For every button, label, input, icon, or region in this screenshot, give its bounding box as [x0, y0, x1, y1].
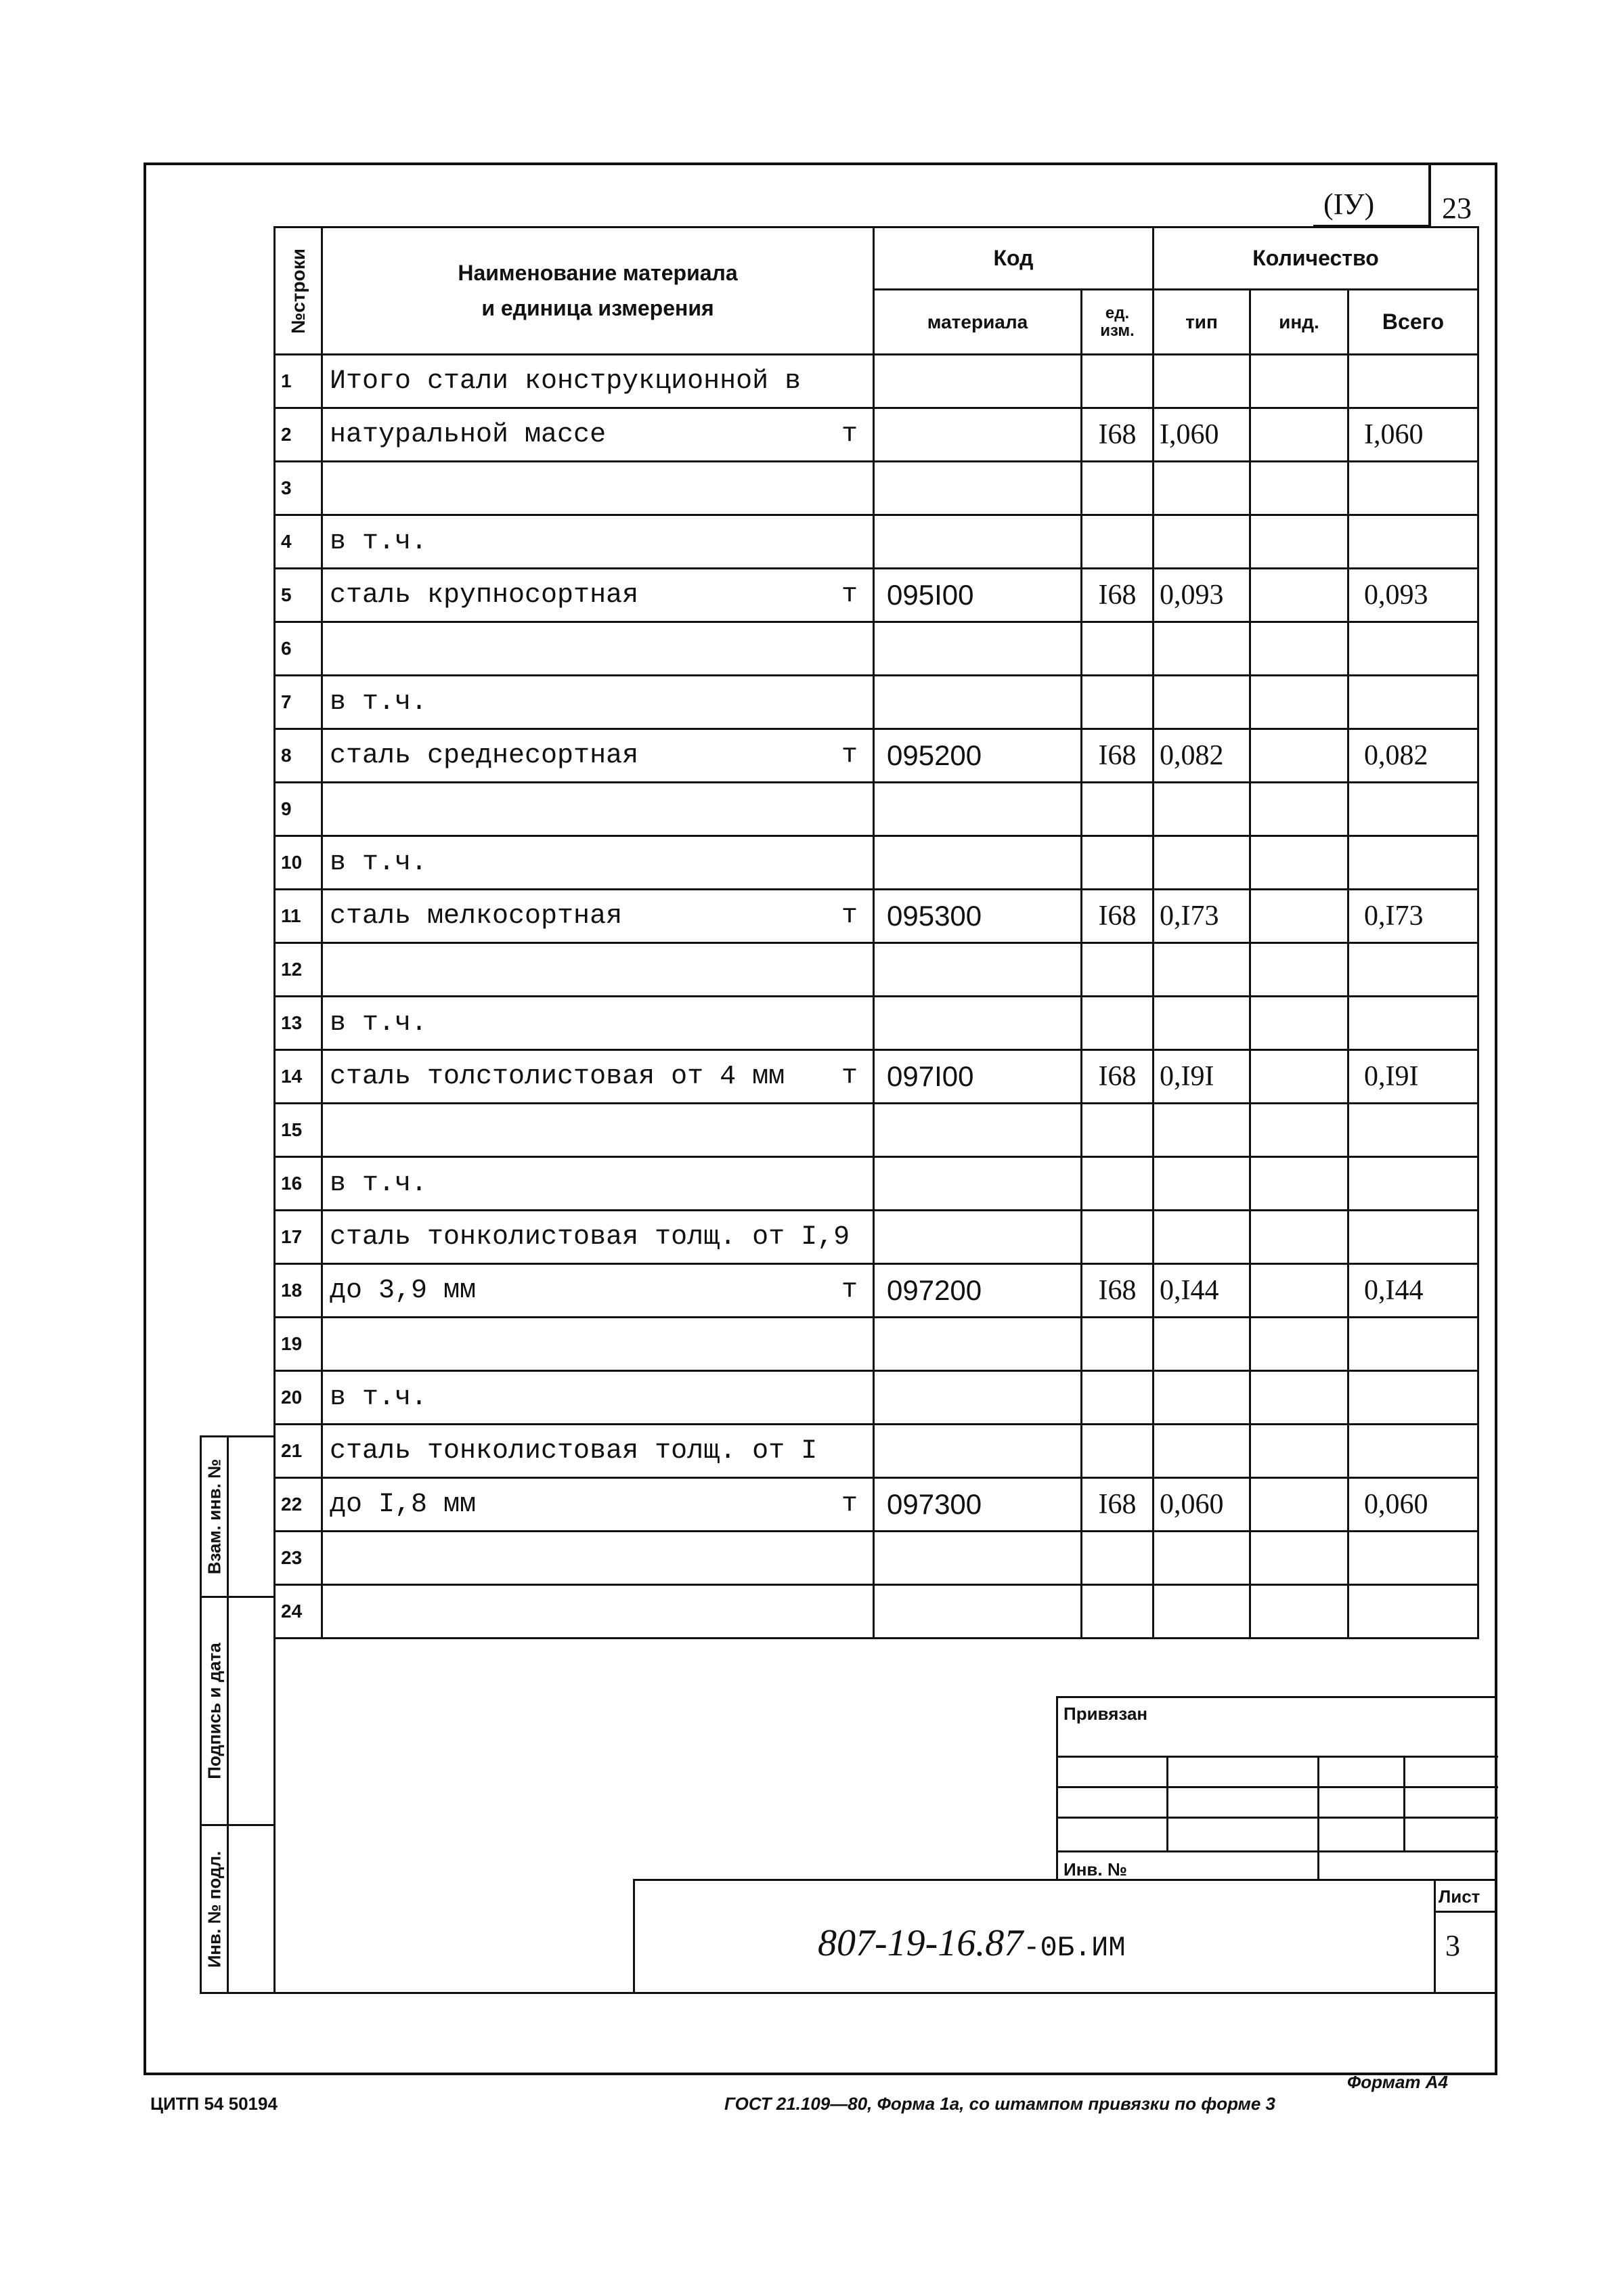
table-row: [275, 1104, 1478, 1157]
header-qty-total: Всего: [1348, 290, 1478, 355]
unit-code-cell: I68: [1082, 1478, 1154, 1532]
header-code: Код: [874, 227, 1154, 290]
qty-total-cell: [1348, 836, 1478, 890]
qty-ind-cell: [1250, 729, 1348, 783]
material-code-cell: [874, 1371, 1082, 1425]
qty-type-cell: 0,060: [1154, 1478, 1250, 1532]
material-name-text: сталь толстолистовая от 4 мм: [330, 1061, 785, 1092]
qty-type-cell: [1154, 997, 1250, 1050]
material-name-text: в т.ч.: [330, 1382, 428, 1413]
title-stamp: [633, 1879, 1496, 1994]
qty-ind-cell: [1250, 1478, 1348, 1532]
material-code-cell: [874, 408, 1082, 462]
document-number-main: 807-19-16.87: [818, 1922, 1024, 1964]
table-row: [275, 997, 1478, 1050]
strip-podpis: [200, 1596, 276, 1826]
material-name-cell: [322, 676, 874, 729]
qty-total-cell: [1348, 1104, 1478, 1157]
header-code-unit: ед. изм.: [1082, 290, 1154, 355]
material-code-cell: [874, 355, 1082, 408]
qty-ind-cell: [1250, 943, 1348, 997]
qty-total-cell: [1348, 515, 1478, 569]
unit-code-cell: I68: [1082, 1264, 1154, 1318]
unit-code-cell: [1082, 1532, 1154, 1585]
material-name-text: сталь мелкосортная: [330, 901, 623, 932]
header-quantity: Количество: [1154, 227, 1478, 290]
material-name-text: сталь крупносортная: [330, 580, 639, 611]
qty-total-cell: [1348, 1425, 1478, 1478]
material-name-text: до I,8 мм: [330, 1489, 477, 1520]
material-name-cell: [322, 1318, 874, 1371]
unit-code-cell: I68: [1082, 729, 1154, 783]
material-name-cell: [322, 1425, 874, 1478]
material-code-cell: 097300: [874, 1478, 1082, 1532]
qty-total-cell: [1348, 462, 1478, 515]
qty-type-cell: I,060: [1154, 408, 1250, 462]
row-number-cell: 6: [275, 622, 322, 676]
qty-type-cell: [1154, 1425, 1250, 1478]
qty-type-cell: 0,093: [1154, 569, 1250, 622]
strip-label-podpis: Подпись и дата: [204, 1643, 224, 1779]
material-name-text: сталь тонколистовая толщ. от I,9: [330, 1221, 850, 1253]
material-name-cell: [322, 1371, 874, 1425]
qty-ind-cell: [1250, 515, 1348, 569]
qty-total-cell: 0,082: [1348, 729, 1478, 783]
section-label: (IУ): [1323, 188, 1375, 221]
qty-ind-cell: [1250, 569, 1348, 622]
sheet-list-cell: [1434, 1881, 1496, 1994]
strip-label-vzam: Взам. инв. №: [204, 1458, 224, 1575]
qty-type-cell: 0,I44: [1154, 1264, 1250, 1318]
row-number-cell: 19: [275, 1318, 322, 1371]
material-code-cell: [874, 836, 1082, 890]
qty-type-cell: [1154, 1532, 1250, 1585]
unit-code-cell: [1082, 1425, 1154, 1478]
qty-total-cell: [1348, 1371, 1478, 1425]
qty-total-cell: 0,I44: [1348, 1264, 1478, 1318]
row-number-cell: 21: [275, 1425, 322, 1478]
qty-total-cell: [1348, 943, 1478, 997]
table-row: [275, 1532, 1478, 1585]
material-unit-text: т: [841, 901, 858, 932]
row-number-cell: 24: [275, 1585, 322, 1639]
unit-code-cell: [1082, 515, 1154, 569]
material-name-cell: [322, 943, 874, 997]
material-name-cell: [322, 836, 874, 890]
material-name-cell: [322, 1211, 874, 1264]
qty-ind-cell: [1250, 1104, 1348, 1157]
qty-type-cell: [1154, 836, 1250, 890]
material-code-cell: [874, 515, 1082, 569]
qty-total-cell: 0,060: [1348, 1478, 1478, 1532]
table-row: [275, 943, 1478, 997]
material-name-text: до 3,9 мм: [330, 1275, 477, 1306]
qty-ind-cell: [1250, 1157, 1348, 1211]
qty-ind-cell: [1250, 997, 1348, 1050]
row-number-cell: 5: [275, 569, 322, 622]
unit-code-cell: [1082, 1318, 1154, 1371]
material-name-text: в т.ч.: [330, 526, 428, 557]
material-code-cell: [874, 997, 1082, 1050]
material-code-cell: 095200: [874, 729, 1082, 783]
row-number-cell: 8: [275, 729, 322, 783]
qty-total-cell: [1348, 1318, 1478, 1371]
sheet-list-value: 3: [1445, 1929, 1460, 1962]
qty-type-cell: [1154, 355, 1250, 408]
qty-type-cell: [1154, 1371, 1250, 1425]
row-number-cell: 20: [275, 1371, 322, 1425]
row-number-cell: 14: [275, 1050, 322, 1104]
row-number-cell: 12: [275, 943, 322, 997]
material-name-text: в т.ч.: [330, 1007, 428, 1039]
material-name-cell: [322, 462, 874, 515]
qty-ind-cell: [1250, 676, 1348, 729]
material-unit-text: т: [841, 1489, 858, 1520]
material-code-cell: [874, 1157, 1082, 1211]
table-row: [275, 1264, 1478, 1318]
material-name-text: в т.ч.: [330, 1168, 428, 1199]
row-number-cell: 3: [275, 462, 322, 515]
header-qty-type: тип: [1154, 290, 1250, 355]
qty-ind-cell: [1250, 622, 1348, 676]
qty-ind-cell: [1250, 1371, 1348, 1425]
table-row: [275, 1211, 1478, 1264]
qty-total-cell: [1348, 783, 1478, 836]
strip-vzam: [200, 1435, 276, 1598]
material-name-cell: [322, 729, 874, 783]
qty-type-cell: [1154, 1211, 1250, 1264]
material-name-cell: [322, 515, 874, 569]
material-name-text: сталь среднесортная: [330, 740, 639, 771]
format-label: Формат А4: [1347, 2072, 1448, 2092]
material-name-text: сталь тонколистовая толщ. от I: [330, 1435, 818, 1467]
unit-code-cell: [1082, 783, 1154, 836]
row-number-cell: 13: [275, 997, 322, 1050]
material-code-cell: [874, 1318, 1082, 1371]
material-unit-text: т: [841, 1275, 858, 1306]
unit-code-cell: [1082, 1104, 1154, 1157]
table-row: [275, 622, 1478, 676]
materials-table: [273, 226, 1479, 1639]
binding-inv-label: Инв. №: [1063, 1859, 1127, 1880]
header-code-material: материала: [874, 290, 1082, 355]
table-row: [275, 729, 1478, 783]
row-number-cell: 17: [275, 1211, 322, 1264]
material-code-cell: [874, 622, 1082, 676]
document-number-suffix: -0Б.ИМ: [1023, 1932, 1126, 1964]
table-row: [275, 1050, 1478, 1104]
qty-ind-cell: [1250, 783, 1348, 836]
qty-type-cell: [1154, 943, 1250, 997]
qty-total-cell: [1348, 1211, 1478, 1264]
table-row: [275, 783, 1478, 836]
material-code-cell: [874, 943, 1082, 997]
row-number-cell: 7: [275, 676, 322, 729]
material-unit-text: т: [841, 580, 858, 611]
unit-code-cell: I68: [1082, 408, 1154, 462]
qty-type-cell: [1154, 622, 1250, 676]
sheet-list-label: Лист: [1439, 1886, 1480, 1907]
table-row: [275, 1157, 1478, 1211]
table-row: [275, 355, 1478, 408]
material-code-cell: 095I00: [874, 569, 1082, 622]
strip-inv-podl: [200, 1824, 276, 1994]
qty-type-cell: [1154, 462, 1250, 515]
qty-total-cell: 0,I73: [1348, 890, 1478, 943]
unit-code-cell: [1082, 997, 1154, 1050]
unit-code-cell: I68: [1082, 1050, 1154, 1104]
material-name-text: в т.ч.: [330, 687, 428, 718]
row-number-cell: 9: [275, 783, 322, 836]
qty-type-cell: [1154, 676, 1250, 729]
left-approval-strip: [200, 1435, 276, 1994]
qty-total-cell: [1348, 1532, 1478, 1585]
unit-code-cell: [1082, 355, 1154, 408]
material-name-cell: [322, 1264, 874, 1318]
sheet-number: 23: [1442, 192, 1472, 225]
material-name-cell: [322, 355, 874, 408]
document-number: [818, 1922, 1126, 1965]
material-name-cell: [322, 622, 874, 676]
qty-ind-cell: [1250, 462, 1348, 515]
unit-code-cell: [1082, 462, 1154, 515]
qty-ind-cell: [1250, 1211, 1348, 1264]
table-row: [275, 1371, 1478, 1425]
qty-total-cell: [1348, 622, 1478, 676]
row-number-cell: 18: [275, 1264, 322, 1318]
material-name-text: в т.ч.: [330, 847, 428, 878]
qty-total-cell: [1348, 355, 1478, 408]
unit-code-cell: [1082, 943, 1154, 997]
material-code-cell: [874, 783, 1082, 836]
material-unit-text: т: [841, 419, 858, 450]
row-number-cell: 16: [275, 1157, 322, 1211]
material-code-cell: [874, 1532, 1082, 1585]
strip-label-inv-podl: Инв. № подл.: [204, 1850, 224, 1968]
table-row: [275, 408, 1478, 462]
header-row-number: №строки: [275, 227, 322, 355]
material-code-cell: [874, 676, 1082, 729]
qty-ind-cell: [1250, 890, 1348, 943]
material-name-cell: [322, 569, 874, 622]
unit-code-cell: [1082, 1157, 1154, 1211]
unit-code-cell: [1082, 1211, 1154, 1264]
qty-type-cell: [1154, 1104, 1250, 1157]
table-row: [275, 1425, 1478, 1478]
table-row: [275, 1478, 1478, 1532]
qty-ind-cell: [1250, 836, 1348, 890]
material-code-cell: [874, 1211, 1082, 1264]
binding-title: Привязан: [1063, 1704, 1148, 1724]
material-name-text: натуральной массе: [330, 419, 607, 450]
qty-ind-cell: [1250, 1318, 1348, 1371]
qty-total-cell: 0,093: [1348, 569, 1478, 622]
material-name-cell: [322, 783, 874, 836]
qty-ind-cell: [1250, 1425, 1348, 1478]
unit-code-cell: [1082, 1371, 1154, 1425]
material-code-cell: [874, 1104, 1082, 1157]
material-name-cell: [322, 890, 874, 943]
table-row: [275, 1318, 1478, 1371]
header-qty-ind: инд.: [1250, 290, 1348, 355]
table-row: [275, 676, 1478, 729]
unit-code-cell: [1082, 622, 1154, 676]
binding-block: [1056, 1696, 1496, 1879]
row-number-cell: 1: [275, 355, 322, 408]
material-name-cell: [322, 1157, 874, 1211]
material-code-cell: 097200: [874, 1264, 1082, 1318]
qty-total-cell: [1348, 997, 1478, 1050]
material-code-cell: [874, 462, 1082, 515]
row-number-cell: 4: [275, 515, 322, 569]
qty-ind-cell: [1250, 1264, 1348, 1318]
qty-total-cell: [1348, 676, 1478, 729]
row-number-cell: 15: [275, 1104, 322, 1157]
qty-type-cell: [1154, 515, 1250, 569]
qty-type-cell: 0,I9I: [1154, 1050, 1250, 1104]
qty-type-cell: [1154, 783, 1250, 836]
material-code-cell: [874, 1425, 1082, 1478]
footer-standard: ГОСТ 21.109—80, Форма 1а, со штампом привязки по форме 3: [724, 2094, 1275, 2114]
material-name-cell: [322, 1050, 874, 1104]
unit-code-cell: [1082, 836, 1154, 890]
qty-ind-cell: [1250, 408, 1348, 462]
unit-code-cell: I68: [1082, 890, 1154, 943]
unit-code-cell: [1082, 676, 1154, 729]
material-name-cell: [322, 1532, 874, 1585]
qty-type-cell: [1154, 1157, 1250, 1211]
qty-type-cell: 0,I73: [1154, 890, 1250, 943]
table-row: [275, 890, 1478, 943]
material-unit-text: т: [841, 1061, 858, 1092]
table-row: [275, 569, 1478, 622]
footer-publisher: ЦИТП 54 50194: [150, 2094, 278, 2114]
qty-ind-cell: [1250, 1532, 1348, 1585]
qty-type-cell: 0,082: [1154, 729, 1250, 783]
row-number-cell: 23: [275, 1532, 322, 1585]
row-number-cell: 11: [275, 890, 322, 943]
qty-ind-cell: [1250, 1050, 1348, 1104]
unit-code-cell: I68: [1082, 569, 1154, 622]
material-unit-text: т: [841, 740, 858, 771]
material-name-cell: [322, 997, 874, 1050]
qty-ind-cell: [1250, 355, 1348, 408]
table-row: [275, 836, 1478, 890]
material-code-cell: 097I00: [874, 1050, 1082, 1104]
qty-total-cell: [1348, 1157, 1478, 1211]
table-row: [275, 462, 1478, 515]
qty-type-cell: [1154, 1318, 1250, 1371]
qty-total-cell: I,060: [1348, 408, 1478, 462]
material-name-cell: [322, 1478, 874, 1532]
row-number-cell: 22: [275, 1478, 322, 1532]
material-name-text: Итого стали конструкционной в: [330, 366, 802, 397]
header-material-name: Наименование материала и единица измерения: [322, 227, 874, 355]
row-number-cell: 2: [275, 408, 322, 462]
table-row: [275, 515, 1478, 569]
qty-total-cell: 0,I9I: [1348, 1050, 1478, 1104]
row-number-cell: 10: [275, 836, 322, 890]
material-code-cell: 095300: [874, 890, 1082, 943]
material-name-cell: [322, 408, 874, 462]
material-name-cell: [322, 1104, 874, 1157]
